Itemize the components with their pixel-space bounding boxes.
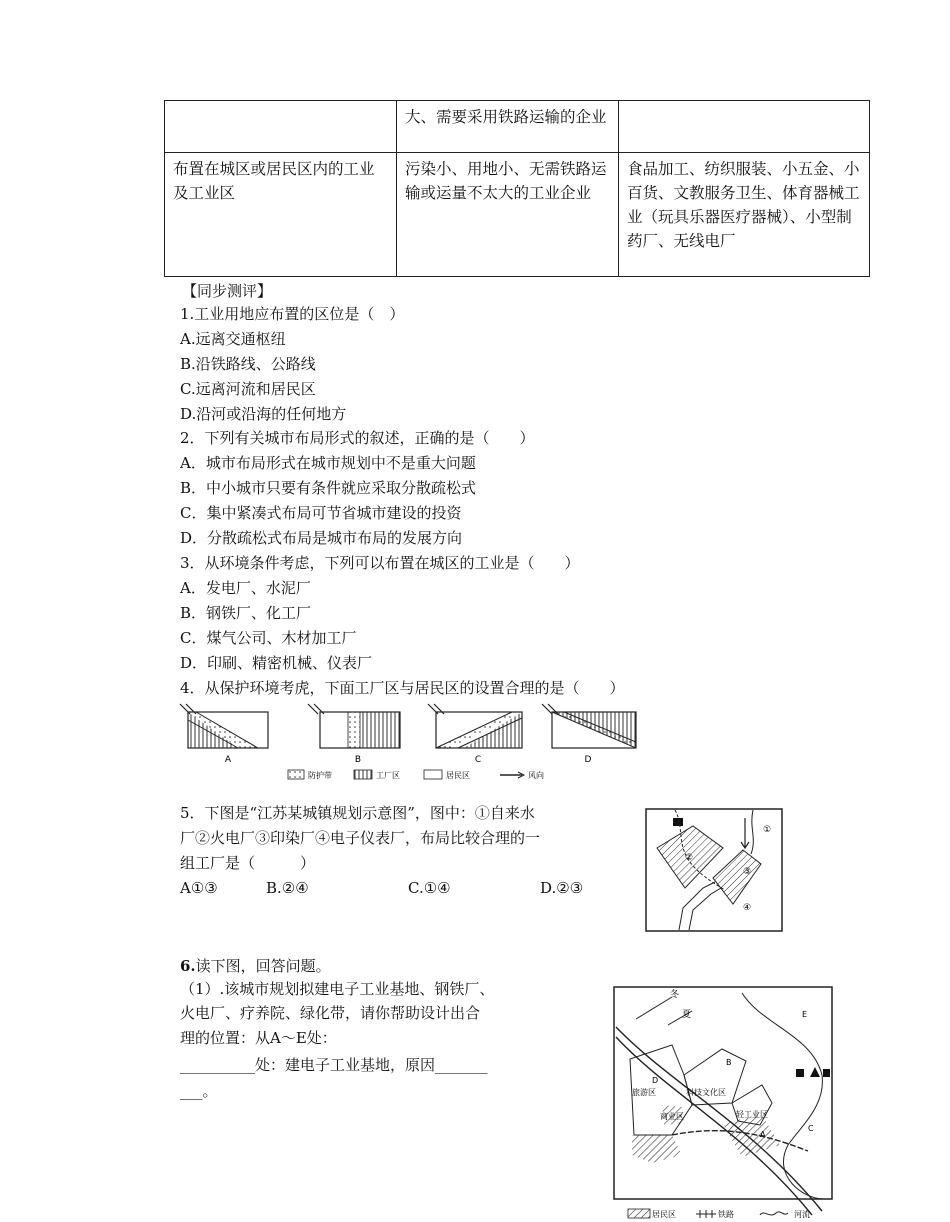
q6-stem: 读下图，回答问题。: [195, 957, 331, 975]
table-cell: [165, 101, 397, 153]
map-marker: ①: [763, 825, 772, 835]
q5-option-d: D.②③: [540, 879, 584, 897]
point-label: C: [808, 1124, 814, 1133]
q5-line-1: 5．下图是“江苏某城镇规划示意图”，图中：①自来水: [180, 804, 535, 822]
season-label: 冬: [670, 990, 680, 1000]
q4-panel-label: D: [584, 755, 592, 765]
table-cell: 布置在城区或居民区内的工业及工业区: [165, 153, 397, 277]
q2-option-c: C．集中紧凑式布局可节省城市建设的投资: [180, 504, 462, 522]
q3-option-d: D．印刷、精密机械、仪表厂: [180, 654, 373, 672]
q6-line-1: （1）.该城市规划拟建电子工业基地、钢铁厂、: [180, 980, 495, 998]
q4-layout-figure: [178, 700, 638, 786]
q3-option-c: C．煤气公司、木材加工厂: [180, 629, 357, 647]
q5-line-2: 厂②火电厂③印染厂④电子仪表厂，布局比较合理的一: [180, 829, 541, 847]
q6-line-2: 火电厂、疗养院、绿化带，请你帮助设计出合: [180, 1004, 481, 1022]
q3-stem: 3．从环境条件考虑，下列可以布置在城区的工业是（ ）: [180, 554, 580, 572]
section-title: 【同步测评】: [182, 282, 273, 300]
q2-option-d: D．分散疏松式布局是城市布局的发展方向: [180, 529, 463, 547]
q4-legend: [288, 770, 544, 780]
legend-label: 居民区: [652, 1210, 676, 1219]
point-label: A: [760, 1130, 766, 1139]
point-label: E: [802, 1010, 808, 1019]
q1-stem: 1.工业用地应布置的区位是（ ）: [180, 305, 405, 323]
q4-panel-c: [428, 704, 522, 765]
q6-answer-tail: ___。: [180, 1082, 218, 1100]
legend-label: 风向: [528, 771, 544, 780]
table-cell: [619, 101, 870, 153]
legend-label: 防护带: [308, 771, 332, 780]
q5-option-c: C.①④: [408, 879, 451, 897]
q5-town-map: [645, 808, 783, 932]
q6-heading: [180, 955, 331, 977]
q1-option-b: B.沿铁路线、公路线: [180, 355, 316, 373]
point-label: B: [726, 1058, 732, 1067]
map-marker: ②: [685, 853, 694, 863]
legend-label: 铁路: [718, 1210, 734, 1219]
q4-panel-b: [308, 704, 400, 765]
table-cell: 大、需要采用铁路运输的企业: [397, 101, 619, 153]
q6-city-map: [612, 985, 836, 1222]
season-label: 夏: [682, 1010, 692, 1020]
industry-table: [164, 100, 870, 277]
zone-label: 旅游区: [632, 1088, 656, 1097]
q6-number: 6.: [180, 957, 196, 975]
table-cell: 食品加工、纺织服装、小五金、小百货、文教服务卫生、体育器械工业（玩具乐器医疗器械）、小型制药厂、无线电厂: [619, 153, 870, 277]
point-label: D: [652, 1076, 659, 1085]
q6-answer-line: __________处：建电子工业基地，原因_______: [180, 1056, 488, 1074]
q4-panel-a: [180, 704, 268, 765]
legend-label: 河流: [794, 1210, 810, 1219]
q4-panel-label: B: [354, 755, 362, 765]
zone-label: 轻工业区: [736, 1110, 768, 1119]
q4-panel-label: A: [224, 755, 232, 765]
q2-stem: 2．下列有关城市布局形式的叙述，正确的是（ ）: [180, 429, 535, 447]
q5-line-3: 组工厂是（ ）: [180, 854, 316, 872]
q3-option-a: A．发电厂、水泥厂: [180, 579, 311, 597]
q5-option-a: A①③: [180, 879, 218, 897]
table-row: [165, 101, 870, 153]
q1-option-c: C.远离河流和居民区: [180, 380, 316, 398]
map-marker: ④: [743, 903, 752, 913]
q6-legend: [628, 1209, 810, 1219]
q4-panel-label: C: [474, 755, 482, 765]
q2-option-a: A．城市布局形式在城市规划中不是重大问题: [180, 454, 476, 472]
zone-label: 商业区: [660, 1112, 684, 1121]
legend-label: 居民区: [446, 771, 470, 780]
q2-option-b: B．中小城市只要有条件就应采取分散疏松式: [180, 479, 477, 497]
map-marker: ③: [743, 867, 752, 877]
q1-option-d: D.沿河或沿海的任何地方: [180, 405, 347, 423]
table-row: [165, 153, 870, 277]
q4-panel-d: [542, 704, 636, 765]
zone-label: 科技文化区: [686, 1088, 726, 1097]
q6-line-3: 理的位置：从A～E处：: [180, 1029, 337, 1047]
q4-stem: 4．从保护环境考虎，下面工厂区与居民区的设置合理的是（ ）: [180, 679, 625, 697]
table-cell: 污染小、用地小、无需铁路运输或运量不太大的工业企业: [397, 153, 619, 277]
q1-option-a: A.远离交通枢纽: [180, 330, 286, 348]
legend-label: 工厂区: [376, 771, 400, 780]
q5-option-b: B.②④: [266, 879, 309, 897]
q3-option-b: B．钢铁厂、化工厂: [180, 604, 312, 622]
